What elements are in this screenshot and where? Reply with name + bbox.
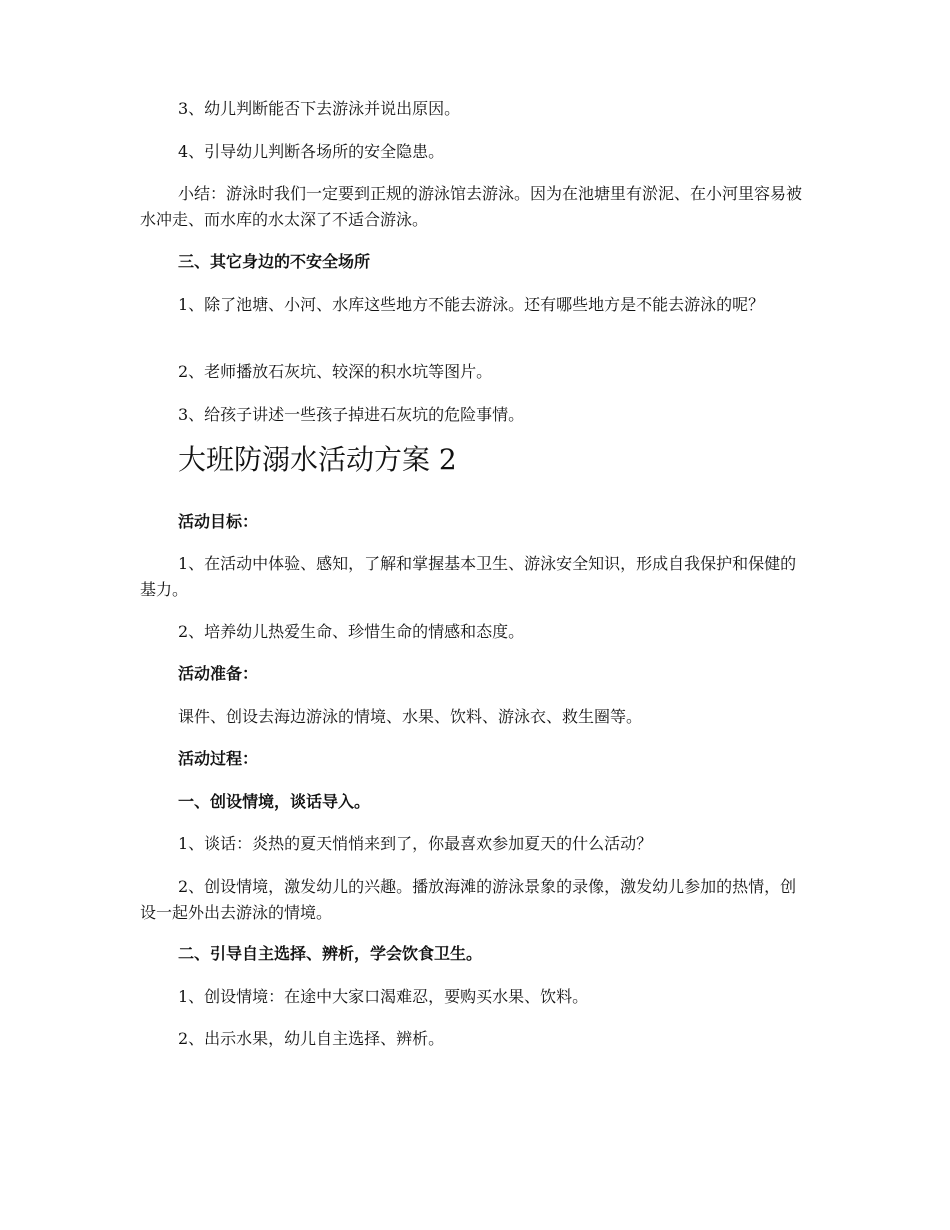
heading-activity-goals: 活动目标： bbox=[178, 512, 259, 531]
heading-step-2: 二、引导自主选择、辨析，学会饮食卫生。 bbox=[178, 944, 483, 963]
paragraph-show-pictures: 2、老师播放石灰坑、较深的积水坑等图片。 bbox=[178, 362, 493, 381]
paragraph-tell-stories: 3、给孩子讲述一些孩子掉进石灰坑的危险事情。 bbox=[178, 405, 525, 424]
paragraph-other-places: 1、除了池塘、小河、水库这些地方不能去游泳。还有哪些地方是不能去游泳的呢？ bbox=[178, 295, 765, 314]
document-title: 大班防溺水活动方案 2 bbox=[178, 443, 457, 476]
paragraph-goal-1: 1、在活动中体验、感知，了解和掌握基本卫生、游泳安全知识，形成自我保护和保健的基力。 bbox=[140, 554, 797, 599]
heading-activity-process: 活动过程： bbox=[178, 749, 259, 768]
paragraph-step3-judge: 3、幼儿判断能否下去游泳并说出原因。 bbox=[178, 99, 461, 118]
paragraph-prep-materials: 课件、创设去海边游泳的情境、水果、饮料、游泳衣、救生圈等。 bbox=[178, 707, 643, 726]
paragraph-step2-scene: 1、创设情境：在途中大家口渴难忍，要购买水果、饮料。 bbox=[178, 987, 589, 1006]
paragraph-step2-fruit: 2、出示水果，幼儿自主选择、辨析。 bbox=[178, 1029, 445, 1048]
paragraph-goal-2: 2、培养幼儿热爱生命、珍惜生命的情感和态度。 bbox=[178, 622, 525, 641]
paragraph-step1-talk: 1、谈话：炎热的夏天悄悄来到了，你最喜欢参加夏天的什么活动？ bbox=[178, 834, 653, 853]
paragraph-step1-scene: 2、创设情境，激发幼儿的兴趣。播放海滩的游泳景象的录像，激发幼儿参加的热情，创设一起外出去游泳的情境。 bbox=[140, 877, 797, 922]
paragraph-step4-hazards: 4、引导幼儿判断各场所的安全隐患。 bbox=[178, 142, 445, 161]
heading-activity-prep: 活动准备： bbox=[178, 664, 259, 683]
heading-step-1: 一、创设情境，谈话导入。 bbox=[178, 792, 371, 811]
paragraph-summary: 小结：游泳时我们一定要到正规的游泳馆去游泳。因为在池塘里有淤泥、在小河里容易被水冲走、而水库的水太深了不适合游泳。 bbox=[140, 184, 803, 229]
section-heading-unsafe-places: 三、其它身边的不安全场所 bbox=[178, 252, 371, 271]
